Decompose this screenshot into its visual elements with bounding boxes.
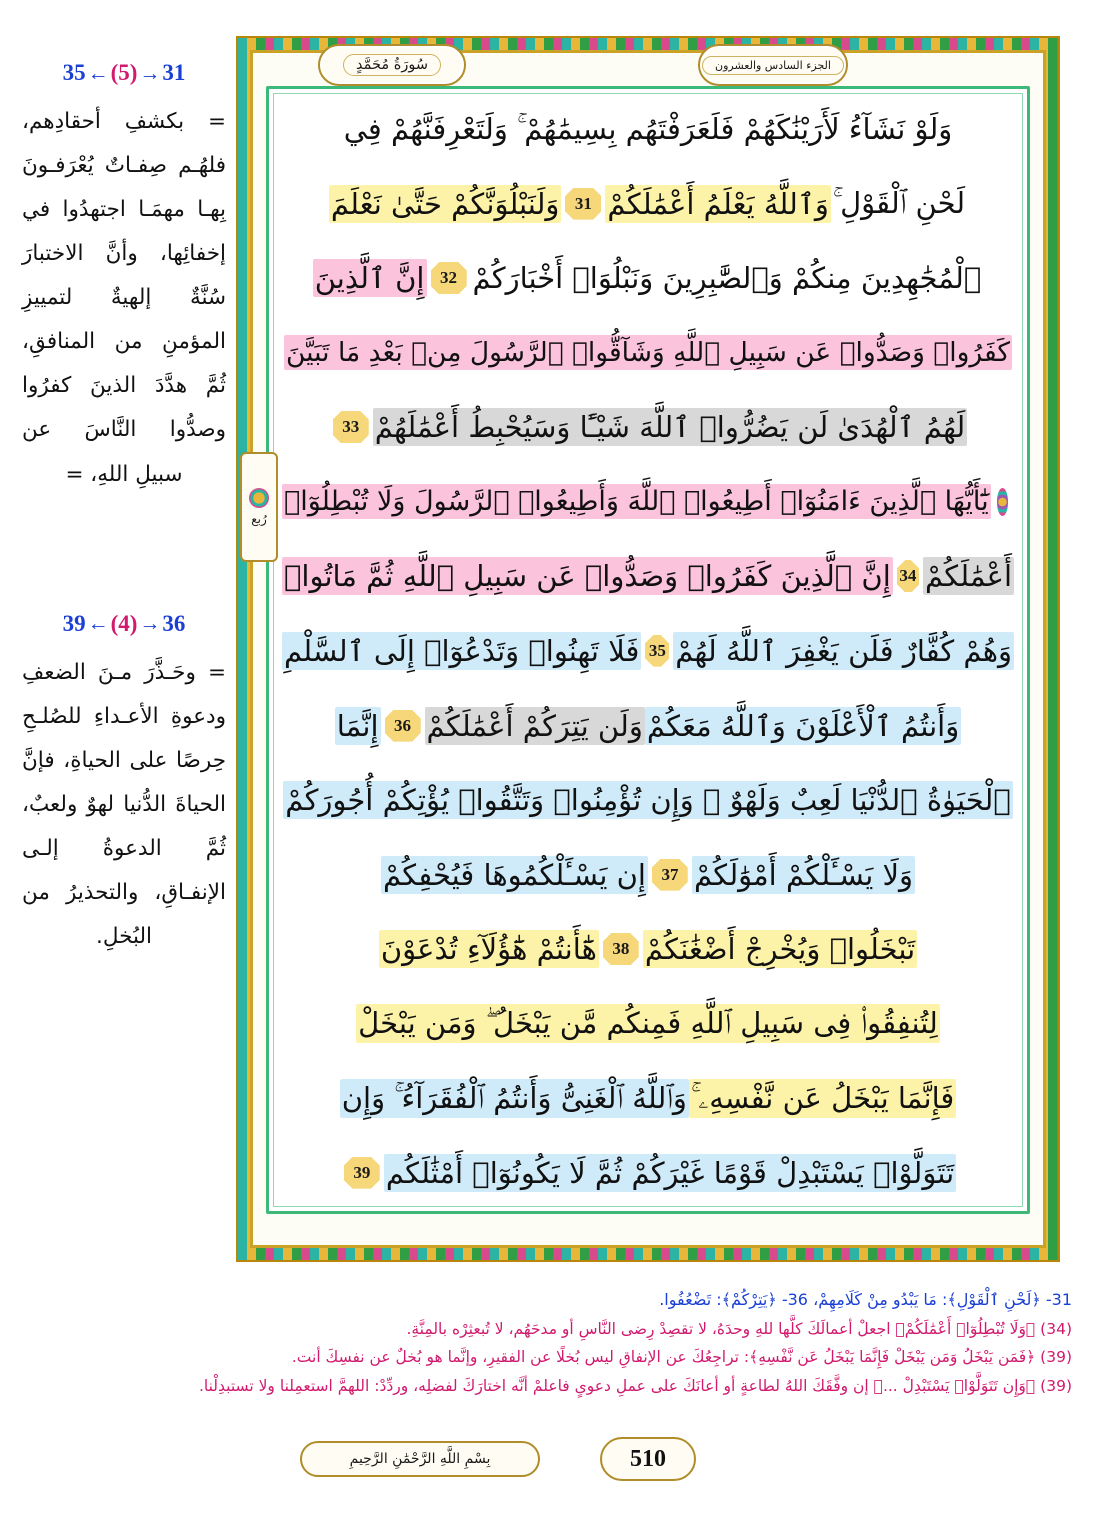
quran-line [282,247,1014,309]
quran-text-segment: لَحْنِ ٱلْقَوْلِ ۚ [832,186,966,221]
quran-line [282,1142,1014,1204]
basmala-cartouche [300,1441,540,1477]
rub-marker-label: رُبع [251,512,267,526]
quran-text-segment: وَهُمْ كُفَّارٌ فَلَن يَغْفِرَ ٱللَّهُ لَهُمْ [675,633,1012,668]
quran-text-segment: ٱلْحَيَوٰةُ ٱلدُّنْيَا لَعِبٌ وَلَهْوٌ ۚ وَإِن تُؤْمِنُوا۟ وَتَتَّقُوا۟ يُؤْتِكُمْ أُجُورَكُمْ [285,783,1011,818]
quran-line [282,396,1014,458]
quran-text-segment: وَٱللَّهُ يَعْلَمُ أَعْمَٰلَكُمْ [607,186,829,221]
side-commentary-column [18,60,230,1250]
ayah-range-indicator-1 [18,60,230,86]
quran-text-segment: وَلَا يَسْـَٔلْكُمْ أَمْوَٰلَكُمْ [694,857,914,892]
quran-text-segment: وَأَنتُمُ ٱلْأَعْلَوْنَ وَٱللَّهُ مَعَكُمْ [646,708,960,743]
quran-text-segment: وَلَوْ نَشَآءُ لَأَرَيْنَٰكَهُمْ فَلَعَرَفْتَهُم بِسِيمَٰهُمْ ۚ وَلَتَعْرِفَنَّهُمْ فِي [343,111,953,146]
ayah-number-marker [565,188,601,220]
quran-text-segment: إِن يَسْـَٔلْكُمُوهَا فَيُحْفِكُمْ [382,857,646,892]
surah-name-label: سُورَةُ مُحَمَّدٍ [343,54,441,76]
footnote: (39) ﴿فَمَن يَبْخَلُ وَمَن يَبْخَلْ فَإِنَّمَا يَبْخَلُ عَن نَّفْسِهِ﴾: تراجِعُكَ عن الإنفاقِ ليس بُخلًا عن الفقيرِ، وإنَّما هو بُخلٌ عن نفسِكَ أنت. [291,1348,1072,1367]
ayah-number-marker [344,1157,380,1189]
rub-el-hizb-marker [240,452,278,562]
quran-line [282,471,1014,533]
ayah-range-left-2: 39 [62,610,86,636]
footnote: 31- ﴿لَحْنِ ٱلْقَوْلِ﴾: مَا يَبْدُو مِنْ كَلَامِهِمْ، 36- ﴿يَتِرْكُمْ﴾: تَضْعُفُوا. [659,1290,1072,1309]
page-number: 510 [630,1445,666,1472]
rub-star-icon [249,488,269,508]
ayah-range-arrow-left-1: ← [87,60,109,85]
ayah-range-count-1: (5) [110,60,138,85]
quran-text-segment: يَٰٓأَيُّهَا ٱلَّذِينَ ءَامَنُوٓا۟ أَطِيعُوا۟ ٱللَّهَ وَأَطِيعُوا۟ ٱلرَّسُولَ وَلَا تُبْطِلُوٓا۟ [284,486,989,518]
ayah-number-marker [897,560,919,592]
quran-text-segment: تَبْخَلُوا۟ وَيُخْرِجْ أَضْغَٰنَكُمْ [644,932,916,967]
ayah-number: 35 [648,640,666,660]
footnote: (34) ﴿وَلَا تُبْطِلُوٓا۟ أَعْمَٰلَكُمْ﴾ اجعلْ أعمالَكَ كلَّها للهِ وحدَهُ، لا تقصِدْ رِضى النَّاسِ أو مدحَهُم، لا تُبعثِرْه بالمِنَّةِ. [406,1319,1072,1338]
ayah-range-arrow-left-2: ← [87,611,109,636]
quran-text-segment: وَلَن يَتِرَكُمْ أَعْمَٰلَكُمْ [426,708,643,743]
quran-text-segment: أَعْمَٰلَكُمْ [924,559,1012,594]
ayah-range-count-2: (4) [110,610,138,636]
ayah-number-marker [603,933,639,965]
quran-line [282,545,1014,607]
footnotes-section [20,1285,1076,1401]
ayah-range-left-1: 35 [62,60,86,85]
page-number-cartouche [600,1437,696,1481]
surah-name-cartouche [318,44,466,86]
ayah-number: 36 [394,715,412,735]
quran-text-segment: إِنَّ ٱلَّذِينَ كَفَرُوا۟ وَصَدُّوا۟ عَن سَبِيلِ ٱللَّهِ ثُمَّ مَاتُوا۟ [284,559,891,594]
quran-text-body [272,92,1024,1208]
quran-text-segment: لَهُمُ ٱلْهُدَىٰ لَن يَضُرُّوا۟ ٱللَّهَ شَيْـًٔا وَسَيُحْبِطُ أَعْمَٰلَهُمْ [374,410,966,445]
ornament-rose-icon [997,488,1008,516]
quran-text-segment: فَلَا تَهِنُوا۟ وَتَدْعُوٓا۟ إِلَى ٱلسَّلْمِ [284,633,640,668]
juz-cartouche [698,44,848,86]
quran-text-segment: وَٱللَّهُ ٱلْغَنِىُّ وَأَنتُمُ ٱلْفُقَرَآءُ ۚ وَإِن [340,1079,689,1118]
basmala-label: بِسْمِ اللَّهِ الرَّحْمَٰنِ الرَّحِيمِ [349,1451,491,1467]
ayah-number-marker [652,859,688,891]
ayah-number-marker [333,411,369,443]
ayah-number: 31 [574,193,592,213]
quran-line [282,918,1014,980]
ayah-number: 39 [353,1162,371,1182]
ayah-range-right-2: 36 [162,610,186,636]
quran-line [282,695,1014,757]
ayah-number: 32 [440,268,457,288]
quran-text-segment: إِنَّمَا [336,708,379,743]
quran-line [282,844,1014,906]
quran-text-segment: وَلَنَبْلُوَنَّكُمْ حَتَّىٰ نَعْلَمَ [330,186,560,221]
juz-label: الجزء السادس والعشرون [702,56,844,75]
quran-text-segment: كَفَرُوا۟ وَصَدُّوا۟ عَن سَبِيلِ ٱللَّهِ وَشَآقُّوا۟ ٱلرَّسُولَ مِنۢ بَعْدِ مَا تَبَيَّنَ [286,337,1011,369]
ayah-number: 38 [612,939,630,959]
quran-line [282,620,1014,682]
quran-text-segment: لِتُنفِقُوا۟ فِى سَبِيلِ ٱللَّهِ فَمِنكُم مَّن يَبْخَلُ ۖ وَمَن يَبْخَلْ [356,1004,940,1043]
ayah-range-arrow-right-1: → [139,60,161,85]
ayah-number-marker [645,635,669,667]
quran-line [282,322,1014,384]
ayah-number: 33 [342,417,360,437]
ayah-range-indicator-2 [18,611,230,637]
quran-text-segment: هَٰٓأَنتُمْ هَٰٓؤُلَآءِ تُدْعَوْنَ [380,932,597,967]
ayah-number-marker [385,710,421,742]
quran-text-segment: إِنَّ ٱلَّذِينَ [314,261,425,296]
ayah-number: 34 [899,566,917,586]
quran-line [282,98,1014,160]
footnote: (39) ﴿وَإِن تَتَوَلَّوْا۟ يَسْتَبْدِلْ ...﴾ إن وفَّقَكَ اللهُ لطاعةٍ أو أعانَكَ على عملِ دعوىٍ فاعلمْ أنَّه اختارَكَ لفضلِه، وردِّدْ: اللهمَّ استعمِلنا ولا تستبدِلْنا. [198,1376,1072,1395]
quran-text-segment: ٱلْمُجَٰهِدِينَ مِنكُمْ وَٱلصَّٰبِرِينَ وَنَبْلُوَا۟ أَخْبَارَكُمْ [472,261,982,296]
quran-text-segment: فَإِنَّمَا يَبْخَلُ عَن نَّفْسِهِۦ ۚ [689,1079,956,1118]
side-commentary-text-2: = وحَـذَّرَ مـنَ الضعفِ ودعوةِ الأعـداءِ للصُلـحِ حِرصًا على الحياةِ، فإنَّ الحياةَ الدُّنيا لهوٌ ولعبٌ، ثُمَّ الدعوةُ إلـى الإنفـاقِ، والتحذيرُ من البُخلِ. [22,659,226,949]
quran-line [282,173,1014,235]
ayah-number: 37 [661,864,679,884]
quran-line [282,769,1014,831]
quran-text-segment: تَتَوَلَّوْا۟ يَسْتَبْدِلْ قَوْمًا غَيْرَكُمْ ثُمَّ لَا يَكُونُوٓا۟ أَمْثَٰلَكُم [385,1155,955,1190]
quran-line [282,993,1014,1055]
side-commentary-text-1: = بكشفِ أحقادِهم، فلهُـم صِفـاتٌ يُعْرَفـونَ بِهـا مهمَـا اجتهدُوا في إخفائِها، وأنَّ الاختبارَ سُنَّةٌ إلهيةٌ لتمييزِ المؤمنِ من المنافقِ، ثُمَّ هدَّدَ الذينَ كفرُوا وصدُّوا النَّاسَ عن سبيلِ اللهِ، = [22,109,226,487]
ayah-range-right-1: 31 [162,60,186,85]
quran-line [282,1067,1014,1129]
ayah-range-arrow-right-2: → [139,611,161,636]
ayah-number-marker [431,262,467,294]
